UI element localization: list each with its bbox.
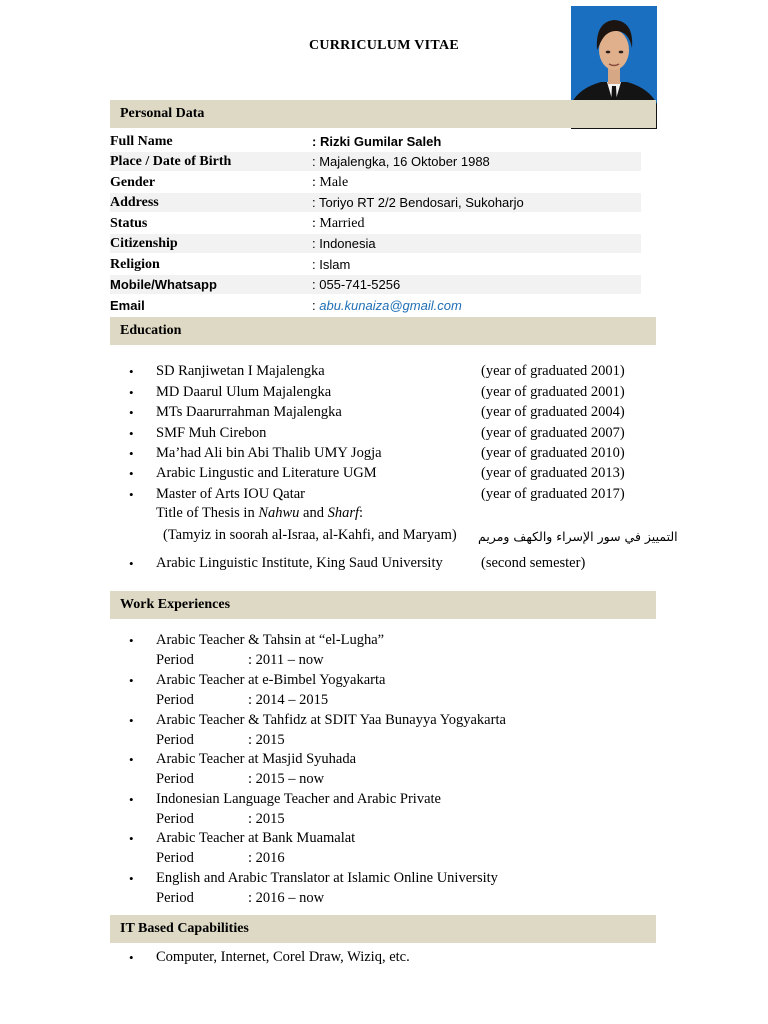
field-label: Address [110,195,159,210]
thesis-english-title: (Tamyiz in soorah al-Israa, al-Kahfi, and Maryam) [163,527,457,543]
work-title: Arabic Teacher at e-Bimbel Yogyakarta [156,672,386,688]
period-value: : 2014 – 2015 [248,692,329,708]
bullet-icon: • [129,950,134,965]
section-work-experiences: Work Experiences [110,591,656,619]
work-title: English and Arabic Translator at Islamic Online University [156,870,498,886]
field-label: Gender [110,175,156,190]
thesis-sharf: Sharf [327,505,360,521]
education-year: (year of graduated 2010) [481,445,625,461]
field-label: Religion [110,257,160,272]
period-value: : 2011 – now [248,652,324,668]
education-year: (year of graduated 2001) [481,384,625,400]
personal-row-birth [110,152,641,171]
personal-row-religion [110,255,641,274]
field-value: : Toriyo RT 2/2 Bendosari, Sukoharjo [312,195,524,210]
period-label: Period [156,652,194,668]
bullet-icon: • [129,792,134,807]
period-label: Period [156,771,194,787]
work-title: Arabic Teacher at Bank Muamalat [156,830,356,846]
field-label: Mobile/Whatsapp [110,277,217,292]
period-label: Period [156,692,194,708]
thesis-nahwu: Nahwu [258,505,300,521]
bullet-icon: • [129,871,134,886]
field-label: Place / Date of Birth [110,154,232,169]
section-education: Education [110,317,656,345]
work-title: Indonesian Language Teacher and Arabic Private [156,791,441,807]
education-item: Ma’had Ali bin Abi Thalib UMY Jogja [156,445,382,461]
bullet-icon: • [129,405,134,420]
education-item: SMF Muh Cirebon [156,425,267,441]
field-value: : Majalengka, 16 Oktober 1988 [312,154,490,169]
education-year: (year of graduated 2004) [481,404,625,420]
education-year: (year of graduated 2017) [481,486,625,502]
education-item: Master of Arts IOU Qatar [156,486,305,502]
field-value: : Married [312,216,365,231]
bullet-icon: • [129,364,134,379]
field-value: : Islam [312,257,351,272]
period-label: Period [156,890,194,906]
education-year: (year of graduated 2013) [481,465,625,481]
education-year: (second semester) [481,555,586,571]
education-item: MD Daarul Ulum Majalengka [156,384,332,400]
personal-row-full-name [110,132,641,151]
period-label: Period [156,732,194,748]
bullet-icon: • [129,713,134,728]
period-value: : 2015 – now [248,771,325,787]
field-value [312,296,462,315]
period-label: Period [156,811,194,827]
email-link[interactable]: abu.kunaiza@gmail.com [319,298,462,313]
period-value: : 2015 [248,732,285,748]
field-label: Email [110,298,145,313]
field-value: : 055-741-5256 [312,277,401,292]
bullet-icon: • [129,752,134,767]
thesis-and: and [299,505,328,521]
thesis-suffix: : [359,505,364,521]
thesis-title-line [156,505,363,522]
field-label: Citizenship [110,236,178,251]
field-value: : Indonesia [312,236,376,251]
education-item: Arabic Linguistic Institute, King Saud University [156,555,443,571]
bullet-icon: • [129,633,134,648]
education-item: Arabic Lingustic and Literature UGM [156,465,377,481]
work-title: Arabic Teacher & Tahsin at “el-Lugha” [156,632,385,648]
education-year: (year of graduated 2007) [481,425,625,441]
bullet-icon: • [129,556,134,571]
document-title: CURRICULUM VITAE [308,38,460,53]
bullet-icon: • [129,466,134,481]
personal-row-email [110,296,641,315]
personal-row-citizenship [110,234,641,253]
it-item: Computer, Internet, Corel Draw, Wiziq, etc. [156,949,410,965]
period-value: : 2016 [248,850,285,866]
email-colon: : [312,298,320,313]
education-item: SD Ranjiwetan I Majalengka [156,363,325,379]
work-title: Arabic Teacher at Masjid Syuhada [156,751,357,767]
field-value: : Rizki Gumilar Saleh [312,134,442,149]
education-year: (year of graduated 2001) [481,363,625,379]
field-value: : Male [312,175,349,190]
period-value: : 2016 – now [248,890,325,906]
work-title: Arabic Teacher & Tahfidz at SDIT Yaa Bunayya Yogyakarta [156,712,506,728]
period-value: : 2015 [248,811,285,827]
section-personal-data: Personal Data [110,100,656,128]
thesis-arabic-title: التمييز في سور الإسراء والكهف ومريم [478,529,678,544]
education-item: MTs Daarurrahman Majalengka [156,404,342,420]
field-label: Full Name [110,134,173,149]
personal-row-address [110,193,641,212]
bullet-icon: • [129,446,134,461]
bullet-icon: • [129,385,134,400]
bullet-icon: • [129,426,134,441]
thesis-prefix: Title of Thesis in [156,505,259,521]
personal-row-gender [110,173,641,192]
bullet-icon: • [129,673,134,688]
bullet-icon: • [129,831,134,846]
field-label: Status [110,216,148,231]
bullet-icon: • [129,487,134,502]
personal-row-status [110,214,641,233]
personal-row-mobile [110,275,641,294]
section-it-capabilities: IT Based Capabilities [110,915,656,943]
period-label: Period [156,850,194,866]
